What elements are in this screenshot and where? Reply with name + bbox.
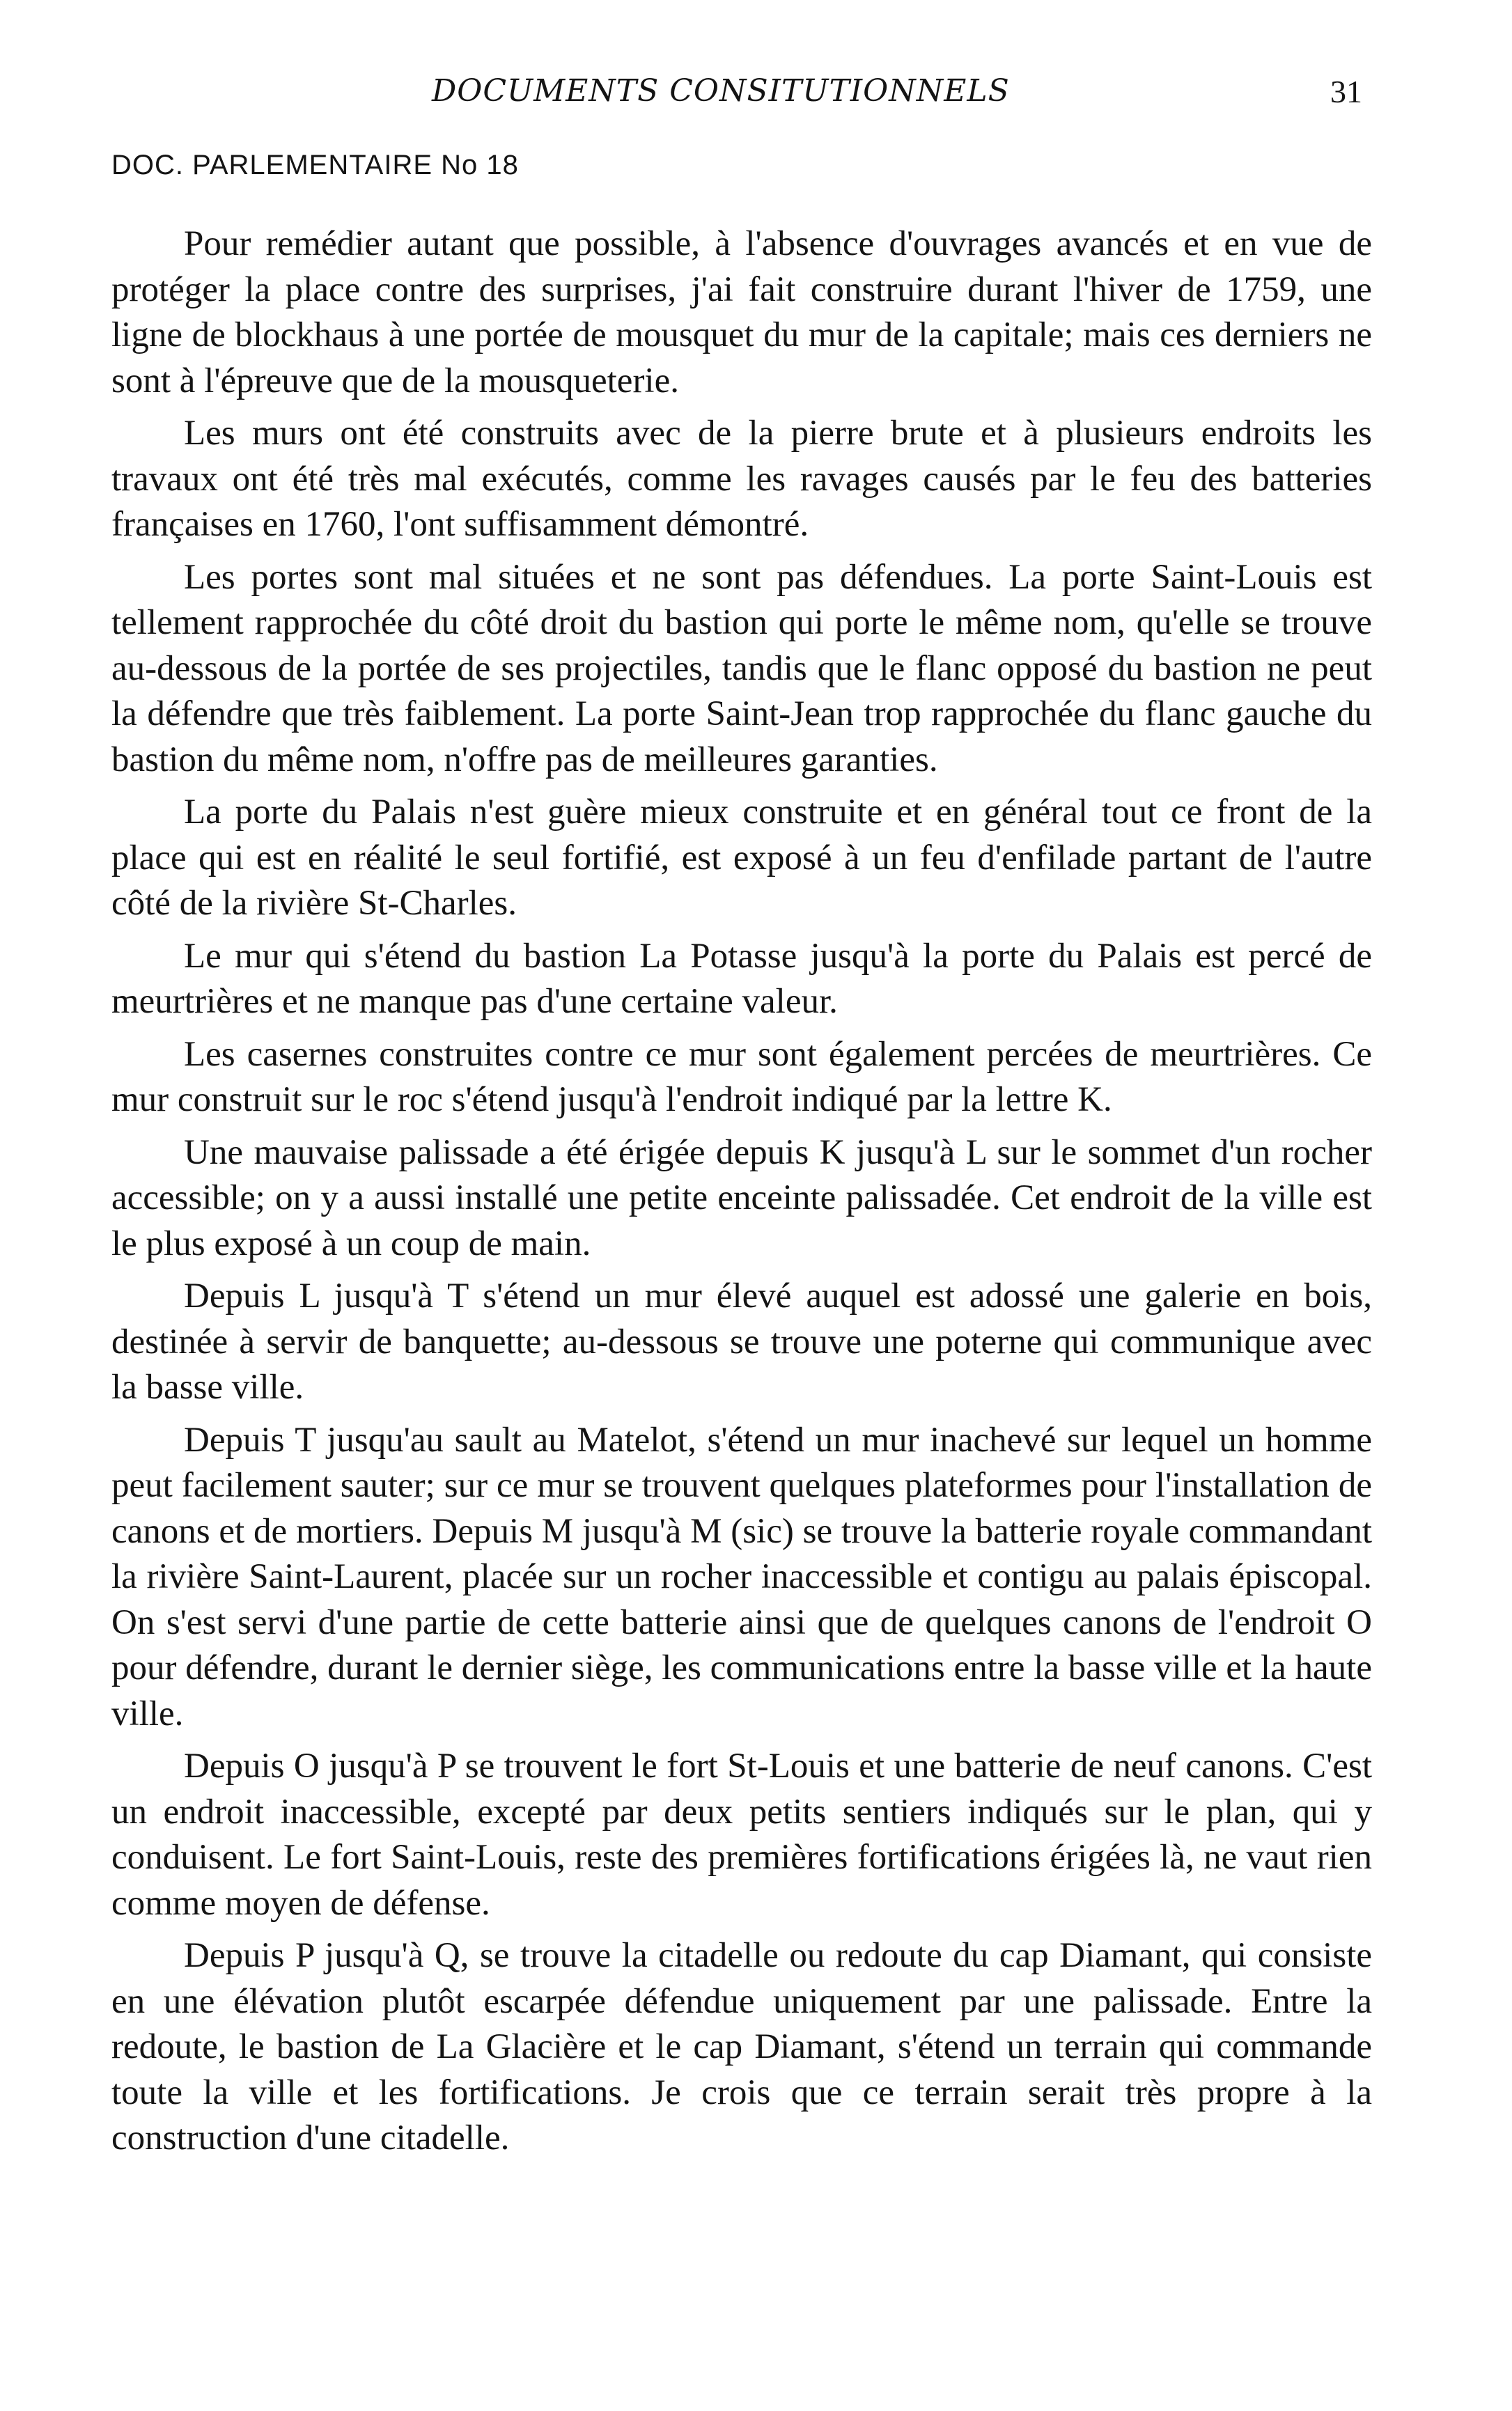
paragraph: Depuis T jusqu'au sault au Matelot, s'étend un mur inachevé sur lequel un homme peut facilement sauter; sur ce mur se trouvent quelques plateformes pour l'installation de canons et de mortiers. Depuis M jusqu'à M (sic) se trouve la batterie royale commandant la rivière Saint-Laurent, placée sur un rocher inaccessible et contigu au palais épiscopal. On s'est servi d'une partie de cette batterie ainsi que de quelques canons de l'endroit O pour défendre, durant le dernier siège, les communications entre la basse ville et la haute ville.	[111, 1420, 1372, 1733]
page-number: 31	[1330, 74, 1362, 109]
body-text	[111, 221, 1372, 2169]
running-title: DOCUMENTS CONSITUTIONNELS	[432, 73, 1010, 109]
paragraph: Depuis O jusqu'à P se trouvent le fort St-Louis et une batterie de neuf canons. C'est un endroit inaccessible, excepté par deux petits sentiers indiqués sur le plan, qui y conduisent. Le fort Saint-Louis, reste des premières fortifications érigées là, ne vaut rien comme moyen de défense.	[111, 1747, 1372, 1923]
paragraph: Les portes sont mal situées et ne sont pas défendues. La porte Saint-Louis est tellement rapprochée du côté droit du bastion qui porte le même nom, qu'elle se trouve au-dessous de la portée de ses projectiles, tandis que le flanc opposé du bastion ne peut la défendre que très faiblement. La porte Saint-Jean trop rapprochée du flanc gauche du bastion du même nom, n'offre pas de meilleures garanties.	[111, 557, 1372, 779]
paragraph: Le mur qui s'étend du bastion La Potasse jusqu'à la porte du Palais est percé de meurtrières et ne manque pas d'une certaine valeur.	[111, 936, 1372, 1021]
paragraph: Les murs ont été construits avec de la pierre brute et à plusieurs endroits les travaux ont été très mal exécutés, comme les ravages causés par le feu des batteries françaises en 1760, l'ont suffisamment démontré.	[111, 414, 1372, 544]
running-header	[0, 73, 1512, 122]
paragraph: Pour remédier autant que possible, à l'absence d'ouvrages avancés et en vue de protéger la place contre des surprises, j'ai fait construire durant l'hiver de 1759, une ligne de blockhaus à une portée de mousquet du mur de la capitale; mais ces derniers ne sont à l'épreuve que de la mousqueterie.	[111, 224, 1372, 400]
document-label: DOC. PARLEMENTAIRE No 18	[111, 150, 519, 180]
paragraph: Une mauvaise palissade a été érigée depuis K jusqu'à L sur le sommet d'un rocher accessible; on y a aussi installé une petite enceinte palissadée. Cet endroit de la ville est le plus exposé à un coup de main.	[111, 1132, 1372, 1263]
paragraph: Depuis P jusqu'à Q, se trouve la citadelle ou redoute du cap Diamant, qui consiste en une élévation plutôt escarpée défendue uniquement par une palissade. Entre la redoute, le bastion de La Glacière et le cap Diamant, s'étend un terrain qui commande toute la ville et les fortifications. Je crois que ce terrain serait très propre à la construction d'une citadelle.	[111, 1936, 1372, 2158]
paragraph: Les casernes construites contre ce mur sont également percées de meurtrières. Ce mur construit sur le roc s'étend jusqu'à l'endroit indiqué par la lettre K.	[111, 1034, 1372, 1119]
paragraph: Depuis L jusqu'à T s'étend un mur élevé auquel est adossé une galerie en bois, destinée à servir de banquette; au-dessous se trouve une poterne qui communique avec la basse ville.	[111, 1277, 1372, 1407]
paragraph: La porte du Palais n'est guère mieux construite et en général tout ce front de la place qui est en réalité le seul fortifié, est exposé à un feu d'enfilade partant de l'autre côté de la rivière St-Charles.	[111, 793, 1372, 923]
